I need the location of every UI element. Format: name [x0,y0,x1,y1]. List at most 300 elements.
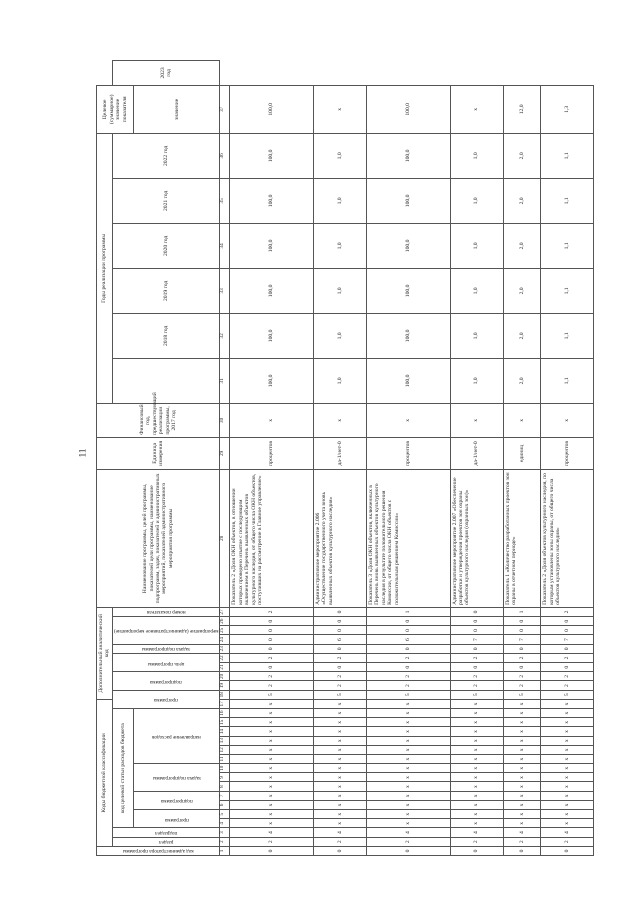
column-number: 18 [220,690,230,699]
base-year-cell: x [503,403,541,437]
code-cell: 0 [503,663,541,672]
code-cell: x [541,745,594,754]
indicator-name: Административное мероприятие 2.007 «Обеспечение разработки и утверждения проектов зон охраны объектов культурного наследия (охранных зон)» [450,469,503,607]
code-cell: x [230,754,314,763]
table-sheet [96,60,571,856]
code-cell: x [503,764,541,773]
code-cell: x [541,791,594,800]
years-group-header: Годы реализации программы [97,133,113,403]
code-cell: x [313,791,366,800]
name-header: Наименование программы, целей программы, показателей цели программы, наименование подпрограмм, задач, показателей и административных мероприятий, показателей административного мероприятия программы [97,469,220,607]
code-cell: 2 [313,681,366,690]
code-cell: x [313,699,366,708]
code-cell: 5 [503,690,541,699]
column-number: 22 [220,653,230,662]
column-number: 20 [220,672,230,681]
final-value-cell: 12,0 [503,85,541,133]
code-cell: 0 [450,607,503,616]
code-cell: 0 [541,846,594,855]
code-cell: x [450,782,503,791]
code-cell: 2 [450,837,503,846]
code-cell: 0 [450,644,503,653]
code-cell: 2 [230,672,314,681]
code-cell: 0 [366,846,450,855]
code-cell: 0 [503,626,541,635]
code-cell: 2 [450,672,503,681]
art-task-header [134,764,220,792]
code-cell: x [366,754,450,763]
code-cell: 0 [230,635,314,644]
unit-header: Единица измерения [97,437,220,469]
code-cell: 4 [366,828,450,837]
year-value-cell: 1,0 [450,223,503,268]
code-cell: 0 [230,846,314,855]
extra-program-header [112,690,220,708]
art-subprogram-header [134,791,220,809]
code-cell: 2 [230,681,314,690]
column-number: 10 [220,764,230,773]
code-cell: x [541,727,594,736]
code-cell: x [450,810,503,819]
year-value-cell: 1,0 [313,313,366,358]
code-cell: x [541,709,594,718]
code-cell: x [230,819,314,828]
code-cell: x [313,764,366,773]
admin-code-label: код администратора программы [122,848,194,854]
code-cell: x [313,718,366,727]
code-cell: x [503,736,541,745]
code-cell: x [230,800,314,809]
code-cell: x [503,800,541,809]
code-cell: x [230,736,314,745]
column-number: 6 [220,800,230,809]
column-number: 16 [220,709,230,718]
year-value-cell: 2,0 [503,178,541,223]
code-cell: 0 [313,663,366,672]
col-admin-code-header [97,846,220,855]
indicator-name: Показатель 3 «Доля ОКН объектов, включенных в Перечень вновь выявленных объектов культурного наследия в результате положительного решения Комиссии, от общего числа ОКН объектов с положительным решением Комиссии» [366,469,450,607]
table-row [313,61,366,856]
code-cell: 0 [450,663,503,672]
column-number: 7 [220,791,230,800]
column-number: 25 [220,626,230,635]
column-number: 17 [220,699,230,708]
code-cell: x [541,773,594,782]
final-label-header: значение [134,85,220,133]
code-cell: x [450,709,503,718]
column-number: 31 [220,358,230,403]
code-cell: 4 [503,828,541,837]
code-cell: x [450,699,503,708]
table-row [450,61,503,856]
code-cell: 5 [450,690,503,699]
column-number: 23 [220,644,230,653]
code-cell: 0 [366,644,450,653]
extra-goal-label: цель программы [147,660,185,667]
code-cell: x [503,699,541,708]
base-year-cell: x [541,403,594,437]
code-cell: 0 [366,663,450,672]
code-cell: x [541,782,594,791]
code-cell: x [503,754,541,763]
year-value-cell: 1,0 [313,133,366,178]
code-cell: x [366,736,450,745]
year-value-cell: 2,0 [503,268,541,313]
column-number: 4 [220,819,230,828]
year-header-2022: 2022 год [112,133,220,178]
code-cell: 0 [313,626,366,635]
code-cell: x [366,718,450,727]
code-cell: 0 [541,617,594,626]
unit-cell: процентов [366,437,450,469]
year-value-cell: 1,1 [541,268,594,313]
year-value-cell: 2,0 [503,223,541,268]
column-number: 36 [220,133,230,178]
column-number: 2 [220,837,230,846]
column-number: 8 [220,782,230,791]
code-cell: 0 [450,626,503,635]
code-cell: 2 [541,607,594,616]
subsection-label: подраздел [154,829,178,836]
year-value-cell: 100,0 [366,268,450,313]
code-cell: 4 [450,828,503,837]
code-cell: x [366,727,450,736]
code-cell: x [450,791,503,800]
column-number: 35 [220,178,230,223]
year-value-cell: 100,0 [230,223,314,268]
unit-cell: процентов [230,437,314,469]
extra-goal-header [112,653,220,671]
unit-cell: да-1/нет-0 [450,437,503,469]
code-cell: x [450,764,503,773]
code-cell: x [366,810,450,819]
table-row [503,61,541,856]
code-cell: 0 [230,626,314,635]
year-value-cell: 100,0 [366,358,450,403]
extra-indicator-no-header [112,607,220,616]
code-cell: x [313,709,366,718]
extra-task-header [112,644,220,653]
year-value-cell: 1,0 [450,358,503,403]
art-program-header [134,810,220,828]
base-year-cell: x [450,403,503,437]
year-value-cell: 1,0 [313,178,366,223]
code-cell: 2 [230,607,314,616]
base-year-cell: x [366,403,450,437]
code-cell: x [450,800,503,809]
art-program-label: программа [164,816,189,823]
code-cell: 2 [541,837,594,846]
code-cell: x [503,782,541,791]
indicator-name: Показатель 2 «Доля объектов культурного наследия, по которым установлены зоны охраны, от общего числа объектов культурного наследия» [541,469,594,607]
code-cell: x [313,745,366,754]
column-numbers-row [220,61,230,856]
column-number: 11 [220,754,230,763]
code-cell: 2 [541,653,594,662]
indicator-name: Показатель 2 «Доля ОКН объектов, в отношении которых проведено изъятие с последующим включением в Перечень выявленных объектов культурного наследия, от общего числа ОКН объектов, поступивших на рассмотрение в Главное управление» [230,469,314,607]
code-cell: 0 [450,846,503,855]
code-cell: x [503,718,541,727]
code-cell: x [450,819,503,828]
code-cell: x [366,764,450,773]
code-cell: x [230,782,314,791]
code-cell: x [230,773,314,782]
budget-blank-header [112,358,220,403]
base-year-cell: x [230,403,314,437]
unit-cell: единиц [503,437,541,469]
code-cell: 2 [366,672,450,681]
extra-subprogram-label: подпрограмма [150,678,182,685]
code-cell: x [230,709,314,718]
table-row [366,61,450,856]
code-cell: x [313,800,366,809]
unit-cell: да-1/нет-0 [313,437,366,469]
code-cell: x [230,810,314,819]
code-cell: x [313,782,366,791]
column-number: 1 [220,846,230,855]
year-value-cell: 1,1 [541,133,594,178]
code-cell: x [503,791,541,800]
code-cell: x [366,800,450,809]
table-row [230,61,314,856]
column-number: 5 [220,810,230,819]
column-number: 32 [220,313,230,358]
column-number: 12 [220,745,230,754]
code-cell: 2 [230,837,314,846]
year-value-cell: 1,1 [541,178,594,223]
year-header-2020: 2020 год [112,223,220,268]
code-cell: x [450,754,503,763]
art-task-label: задача подпрограммы [152,775,201,782]
year-value-cell: 100,0 [230,313,314,358]
code-cell: 2 [503,837,541,846]
final-value-cell: x [450,85,503,133]
code-cell: 0 [313,617,366,626]
year-value-cell: 1,1 [541,223,594,268]
year-value-cell: 2,0 [503,358,541,403]
column-number: 33 [220,268,230,313]
year-value-cell: 1,1 [541,358,594,403]
code-cell: 0 [541,663,594,672]
code-cell: 0 [503,846,541,855]
year-value-cell: 100,0 [366,223,450,268]
code-cell: 0 [450,617,503,626]
code-cell: 2 [366,681,450,690]
final-value-cell: 100,0 [230,85,314,133]
code-cell: 2 [230,653,314,662]
code-cell: x [230,745,314,754]
section-header [112,837,220,846]
code-cell: 4 [230,828,314,837]
code-cell: 2 [541,681,594,690]
year-value-cell: 1,0 [450,268,503,313]
subsection-header [112,828,220,837]
code-cell: 7 [503,635,541,644]
final-value-cell: 1,3 [541,85,594,133]
code-cell: 1 [503,607,541,616]
year-value-cell: 100,0 [230,358,314,403]
code-cell: 2 [503,653,541,662]
code-cell: 2 [450,653,503,662]
code-cell: 0 [366,626,450,635]
extra-measure-header [112,617,220,645]
code-cell: 5 [541,690,594,699]
code-cell: x [313,727,366,736]
code-cell: 0 [366,617,450,626]
code-cell: 2 [313,837,366,846]
code-cell: 2 [503,681,541,690]
code-cell: 0 [313,846,366,855]
unit-cell: процентов [541,437,594,469]
extra-program-label: программа [154,697,179,704]
year-value-cell: 100,0 [366,178,450,223]
code-cell: 0 [230,644,314,653]
code-cell: x [230,727,314,736]
extra-task-label: задача подпрограммы [142,645,191,652]
code-cell: 2 [450,681,503,690]
column-number: 9 [220,773,230,782]
column-number: 30 [220,403,230,437]
year-value-cell: 1,0 [313,268,366,313]
page-number: 11 [77,448,88,458]
extra-measure-label: мероприятие (административное мероприятие) [113,628,219,635]
code-cell: 0 [230,617,314,626]
code-cell: 7 [541,635,594,644]
column-number: 14 [220,727,230,736]
code-cell: x [541,754,594,763]
code-cell: 4 [541,828,594,837]
column-number: 24 [220,635,230,644]
code-cell: x [366,782,450,791]
art-direction-header [134,709,220,764]
code-cell: 6 [366,635,450,644]
code-cell: x [503,745,541,754]
year-value-cell: 1,0 [450,178,503,223]
code-cell: x [366,709,450,718]
code-cell: 2 [541,672,594,681]
section-label: раздел [158,838,174,845]
program-indicators-table [96,60,594,856]
column-number: 21 [220,663,230,672]
code-cell: x [503,727,541,736]
code-cell: 0 [503,617,541,626]
year-header-2021: 2021 год [112,178,220,223]
year-value-cell: 2,0 [503,133,541,178]
target-article-header: код целевой статьи расходов бюджета [112,709,133,828]
column-number: 34 [220,223,230,268]
code-cell: x [450,718,503,727]
code-cell: 5 [230,690,314,699]
column-number: 3 [220,828,230,837]
code-cell: 0 [313,607,366,616]
code-cell: x [313,773,366,782]
year-value-cell: 100,0 [230,268,314,313]
column-number: 28 [220,469,230,607]
code-cell: x [366,819,450,828]
code-cell: x [450,727,503,736]
indicator-name: Показатель 1 «Количество разработанных проектов зон охраны в отчетном периоде» [503,469,541,607]
code-cell: 2 [366,837,450,846]
column-number: 26 [220,617,230,626]
year-value-cell: 1,0 [450,313,503,358]
extra-subprogram-header [112,672,220,690]
code-cell: x [503,819,541,828]
code-cell: x [450,736,503,745]
year-header-2018: 2018 год [112,313,220,358]
code-cell: 2 [313,672,366,681]
column-number: 37 [220,85,230,133]
table-row [541,61,594,856]
year-value-cell: 1,0 [450,133,503,178]
code-cell: x [541,718,594,727]
final-value-header: Целевое (суммарное) значение показателя [97,85,134,133]
base-year-cell: x [313,403,366,437]
year-header-2019: 2019 год [112,268,220,313]
code-cell: 1 [366,607,450,616]
code-cell: 2 [313,653,366,662]
code-cell: 2 [366,653,450,662]
column-number: 29 [220,437,230,469]
year-value-cell: 100,0 [366,313,450,358]
code-cell: 0 [541,644,594,653]
code-cell: 0 [541,626,594,635]
year-value-cell: 2,0 [503,313,541,358]
year-value-cell: 1,0 [313,223,366,268]
code-cell: 5 [313,690,366,699]
year-value-cell: 100,0 [230,178,314,223]
code-cell: x [541,819,594,828]
year-value-cell: 100,0 [366,133,450,178]
code-cell: x [230,718,314,727]
base-year-header: Финансовый год, предшествующий реализации программы, 2017 год [97,403,220,437]
extra-code-group-header: Дополнительный аналитический код [97,607,113,699]
code-cell: x [541,699,594,708]
code-cell: 0 [503,644,541,653]
code-cell: 2 [503,672,541,681]
year-header-2023: 2023 год [112,61,220,86]
code-cell: 0 [313,644,366,653]
code-cell: x [313,754,366,763]
code-cell: x [313,810,366,819]
code-cell: x [503,773,541,782]
column-number: 13 [220,736,230,745]
code-cell: x [230,764,314,773]
code-cell: x [503,709,541,718]
code-cell: 0 [230,663,314,672]
final-value-cell: x [313,85,366,133]
code-cell: x [366,745,450,754]
budget-codes-group-header: Коды бюджетной классификации [97,699,113,846]
indicator-name: Административное мероприятие 2.006 «Осуществление государственного учета вновь выявленных объектов культурного наследия» [313,469,366,607]
code-cell: x [366,699,450,708]
code-cell: x [230,791,314,800]
code-cell: x [313,819,366,828]
code-cell: 6 [313,635,366,644]
column-number: 27 [220,607,230,616]
code-cell: x [541,764,594,773]
year-value-cell: 1,1 [541,313,594,358]
column-number: 19 [220,681,230,690]
column-number: 15 [220,718,230,727]
year-value-cell: 100,0 [230,133,314,178]
year-value-cell: 1,0 [313,358,366,403]
code-cell: 5 [366,690,450,699]
extra-indicator-no-label: номер показателя [146,609,186,616]
code-cell: x [541,810,594,819]
code-cell: 4 [313,828,366,837]
code-cell: x [366,773,450,782]
final-value-cell: 100,0 [366,85,450,133]
